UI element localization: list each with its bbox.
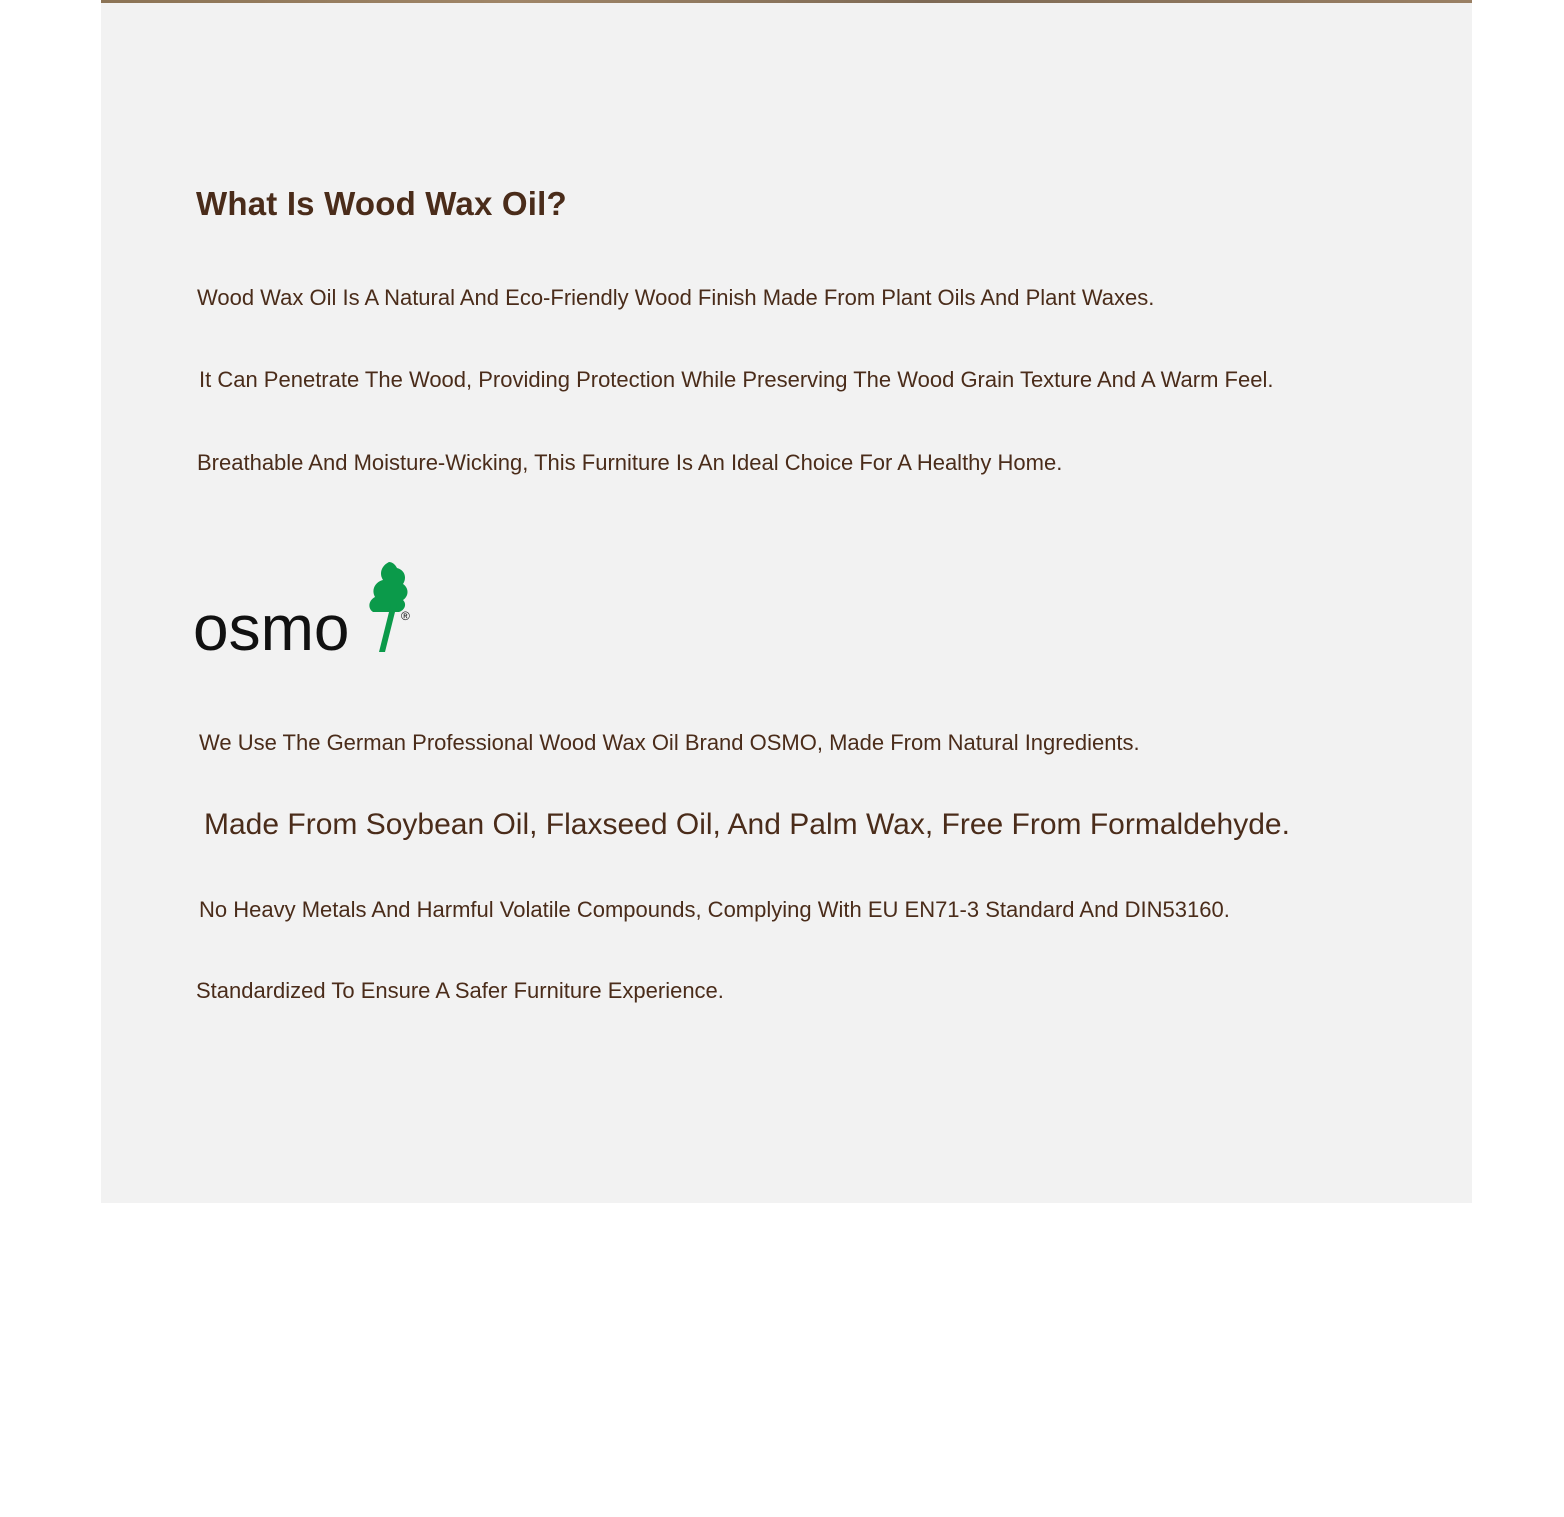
intro-line-1: Wood Wax Oil Is A Natural And Eco-Friendly Wood Finish Made From Plant Oils And Plant Waxes. (197, 285, 1155, 310)
detail-line-2: Made From Soybean Oil, Flaxseed Oil, And Palm Wax, Free From Formaldehyde. (204, 808, 1290, 841)
detail-line-4: Standardized To Ensure A Safer Furniture Experience. (196, 978, 724, 1003)
intro-line-3: Breathable And Moisture-Wicking, This Furniture Is An Ideal Choice For A Healthy Home. (197, 450, 1063, 475)
registered-mark: ® (401, 609, 410, 623)
content-panel (101, 0, 1472, 1203)
top-edge-divider (101, 0, 1472, 3)
osmo-logo (193, 560, 425, 656)
tree-icon (369, 562, 407, 652)
detail-line-1: We Use The German Professional Wood Wax Oil Brand OSMO, Made From Natural Ingredients. (199, 730, 1140, 755)
detail-line-3: No Heavy Metals And Harmful Volatile Compounds, Complying With EU EN71-3 Standard And DIN53160. (199, 897, 1230, 922)
section-title: What Is Wood Wax Oil? (196, 185, 567, 222)
intro-line-2: It Can Penetrate The Wood, Providing Protection While Preserving The Wood Grain Texture And A Warm Feel. (199, 367, 1274, 392)
logo-wordmark: osmo (193, 592, 350, 656)
